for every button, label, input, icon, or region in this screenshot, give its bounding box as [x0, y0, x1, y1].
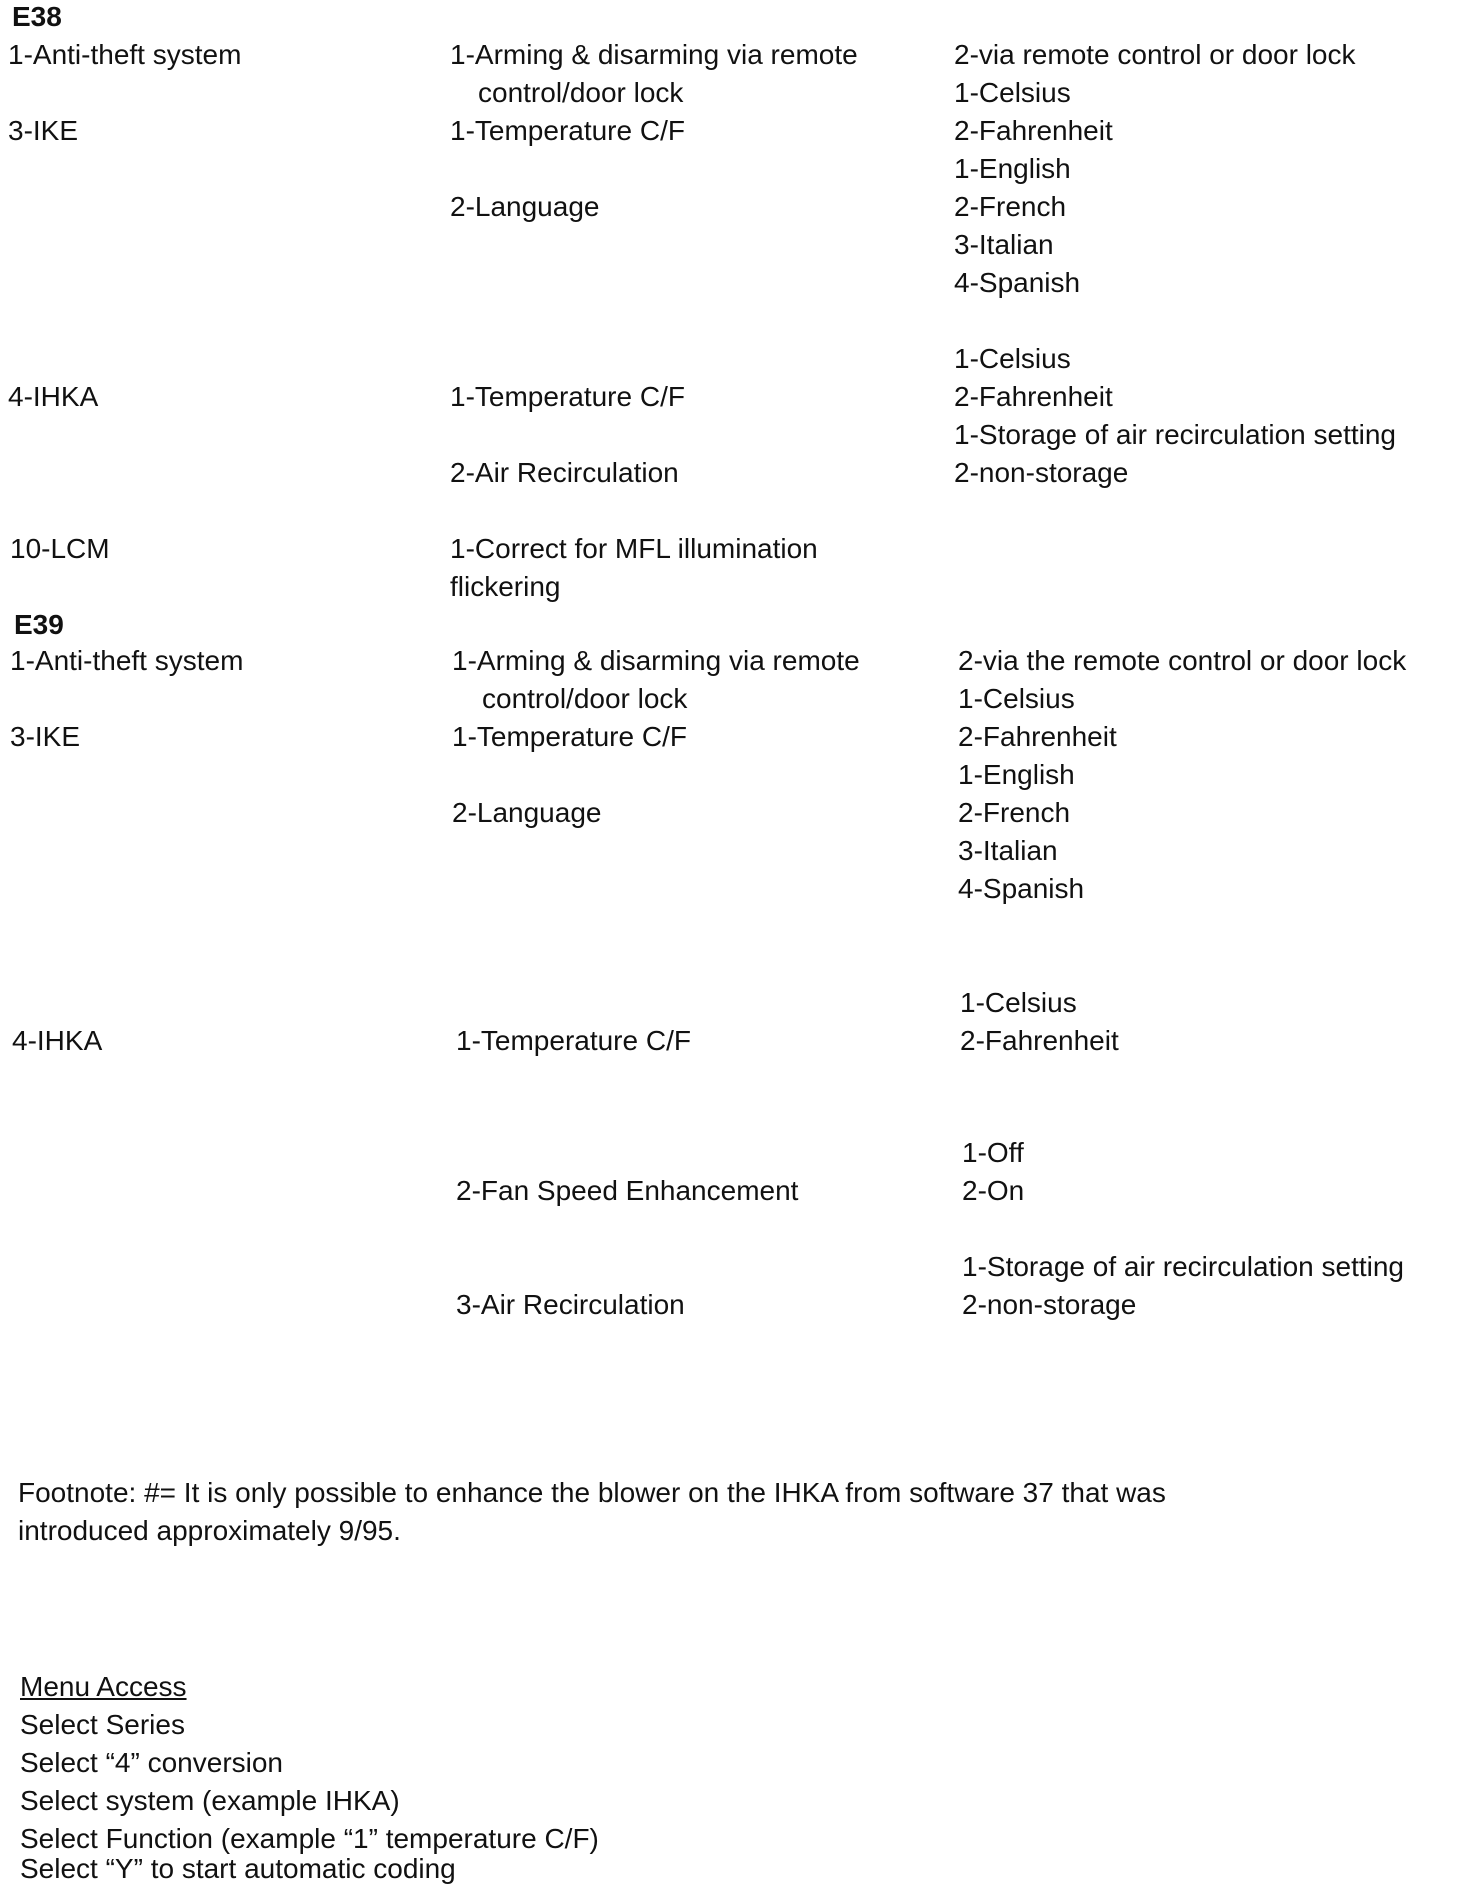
e38-ike-lang-option-2: 2-French: [954, 191, 1067, 222]
menu-access-step: Select Series: [20, 1709, 185, 1740]
e39-ike-lang-option-3: 3-Italian: [958, 835, 1058, 866]
e39-anti-theft-system: 1-Anti-theft system: [10, 645, 244, 676]
menu-access-step: Select “Y” to start automatic coding: [20, 1853, 456, 1884]
e38-ihka-system: 4-IHKA: [8, 381, 99, 412]
e38-anti-theft-function-line2: control/door lock: [478, 77, 684, 108]
e38-ihka-recirc-option-2: 2-non-storage: [954, 457, 1129, 488]
e38-ike-lang-option-1: 1-English: [954, 153, 1071, 184]
menu-access-step: Select system (example IHKA): [20, 1785, 400, 1816]
e39-ike-lang-option-4: 4-Spanish: [958, 873, 1085, 904]
e38-ike-lang-option-3: 3-Italian: [954, 229, 1054, 260]
e38-lcm-function-line1: 1-Correct for MFL illumination: [450, 533, 818, 564]
e38-ike-lang-option-4: 4-Spanish: [954, 267, 1081, 298]
e39-ike-lang-option-2: 2-French: [958, 797, 1071, 828]
e38-ike-language: 2-Language: [450, 191, 600, 222]
e38-anti-theft-system: 1-Anti-theft system: [8, 39, 242, 70]
e39-anti-theft-function-line2: control/door lock: [482, 683, 688, 714]
menu-access-title: Menu Access: [20, 1671, 187, 1702]
e39-ihka-temperature: 1-Temperature C/F: [456, 1025, 691, 1056]
e39-heading: E39: [14, 609, 64, 640]
e39-ike-lang-option-1: 1-English: [958, 759, 1075, 790]
e39-ihka-system: 4-IHKA: [12, 1025, 103, 1056]
footnote-line1: Footnote: #= It is only possible to enhance the blower on the IHKA from software 37 that was: [18, 1477, 1166, 1508]
e38-ihka-recirc-option-1: 1-Storage of air recirculation setting: [954, 419, 1396, 450]
e38-ike-system: 3-IKE: [8, 115, 79, 146]
e38-ike-temperature: 1-Temperature C/F: [450, 115, 685, 146]
menu-access-step: Select “4” conversion: [20, 1747, 284, 1778]
e38-lcm-function-line2: flickering: [450, 571, 561, 602]
e38-ihka-temperature: 1-Temperature C/F: [450, 381, 685, 412]
e39-ike-system: 3-IKE: [10, 721, 81, 752]
e38-ihka-recirculation: 2-Air Recirculation: [450, 457, 679, 488]
e38-lcm-system: 10-LCM: [10, 533, 110, 564]
e39-ihka-fan-option-1: 1-Off: [962, 1137, 1024, 1168]
e39-ihka-fan-option-2: 2-On: [962, 1175, 1025, 1206]
e39-ihka-recirc-option-2: 2-non-storage: [962, 1289, 1137, 1320]
e38-ike-temp-option-2: 2-Fahrenheit: [954, 115, 1113, 146]
e38-heading: E38: [12, 1, 62, 32]
e39-anti-theft-option: 2-via the remote control or door lock: [958, 645, 1407, 676]
e39-ihka-fan-speed-enhancement: 2-Fan Speed Enhancement: [456, 1175, 799, 1206]
e39-anti-theft-function-line1: 1-Arming & disarming via remote: [452, 645, 860, 676]
e39-ike-temp-option-1: 1-Celsius: [958, 683, 1075, 714]
e39-ihka-recirculation: 3-Air Recirculation: [456, 1289, 685, 1320]
e39-ihka-temp-option-1: 1-Celsius: [960, 987, 1077, 1018]
e38-anti-theft-function-line1: 1-Arming & disarming via remote: [450, 39, 858, 70]
e39-ike-temperature: 1-Temperature C/F: [452, 721, 687, 752]
footnote-line2: introduced approximately 9/95.: [18, 1515, 401, 1546]
e39-ike-language: 2-Language: [452, 797, 602, 828]
e38-anti-theft-option: 2-via remote control or door lock: [954, 39, 1356, 70]
e39-ihka-temp-option-2: 2-Fahrenheit: [960, 1025, 1119, 1056]
menu-access-step: Select Function (example “1” temperature C/F): [20, 1823, 599, 1854]
e38-ike-temp-option-1: 1-Celsius: [954, 77, 1071, 108]
e38-ihka-temp-option-1: 1-Celsius: [954, 343, 1071, 374]
e39-ike-temp-option-2: 2-Fahrenheit: [958, 721, 1117, 752]
e39-ihka-recirc-option-1: 1-Storage of air recirculation setting: [962, 1251, 1404, 1282]
e38-ihka-temp-option-2: 2-Fahrenheit: [954, 381, 1113, 412]
